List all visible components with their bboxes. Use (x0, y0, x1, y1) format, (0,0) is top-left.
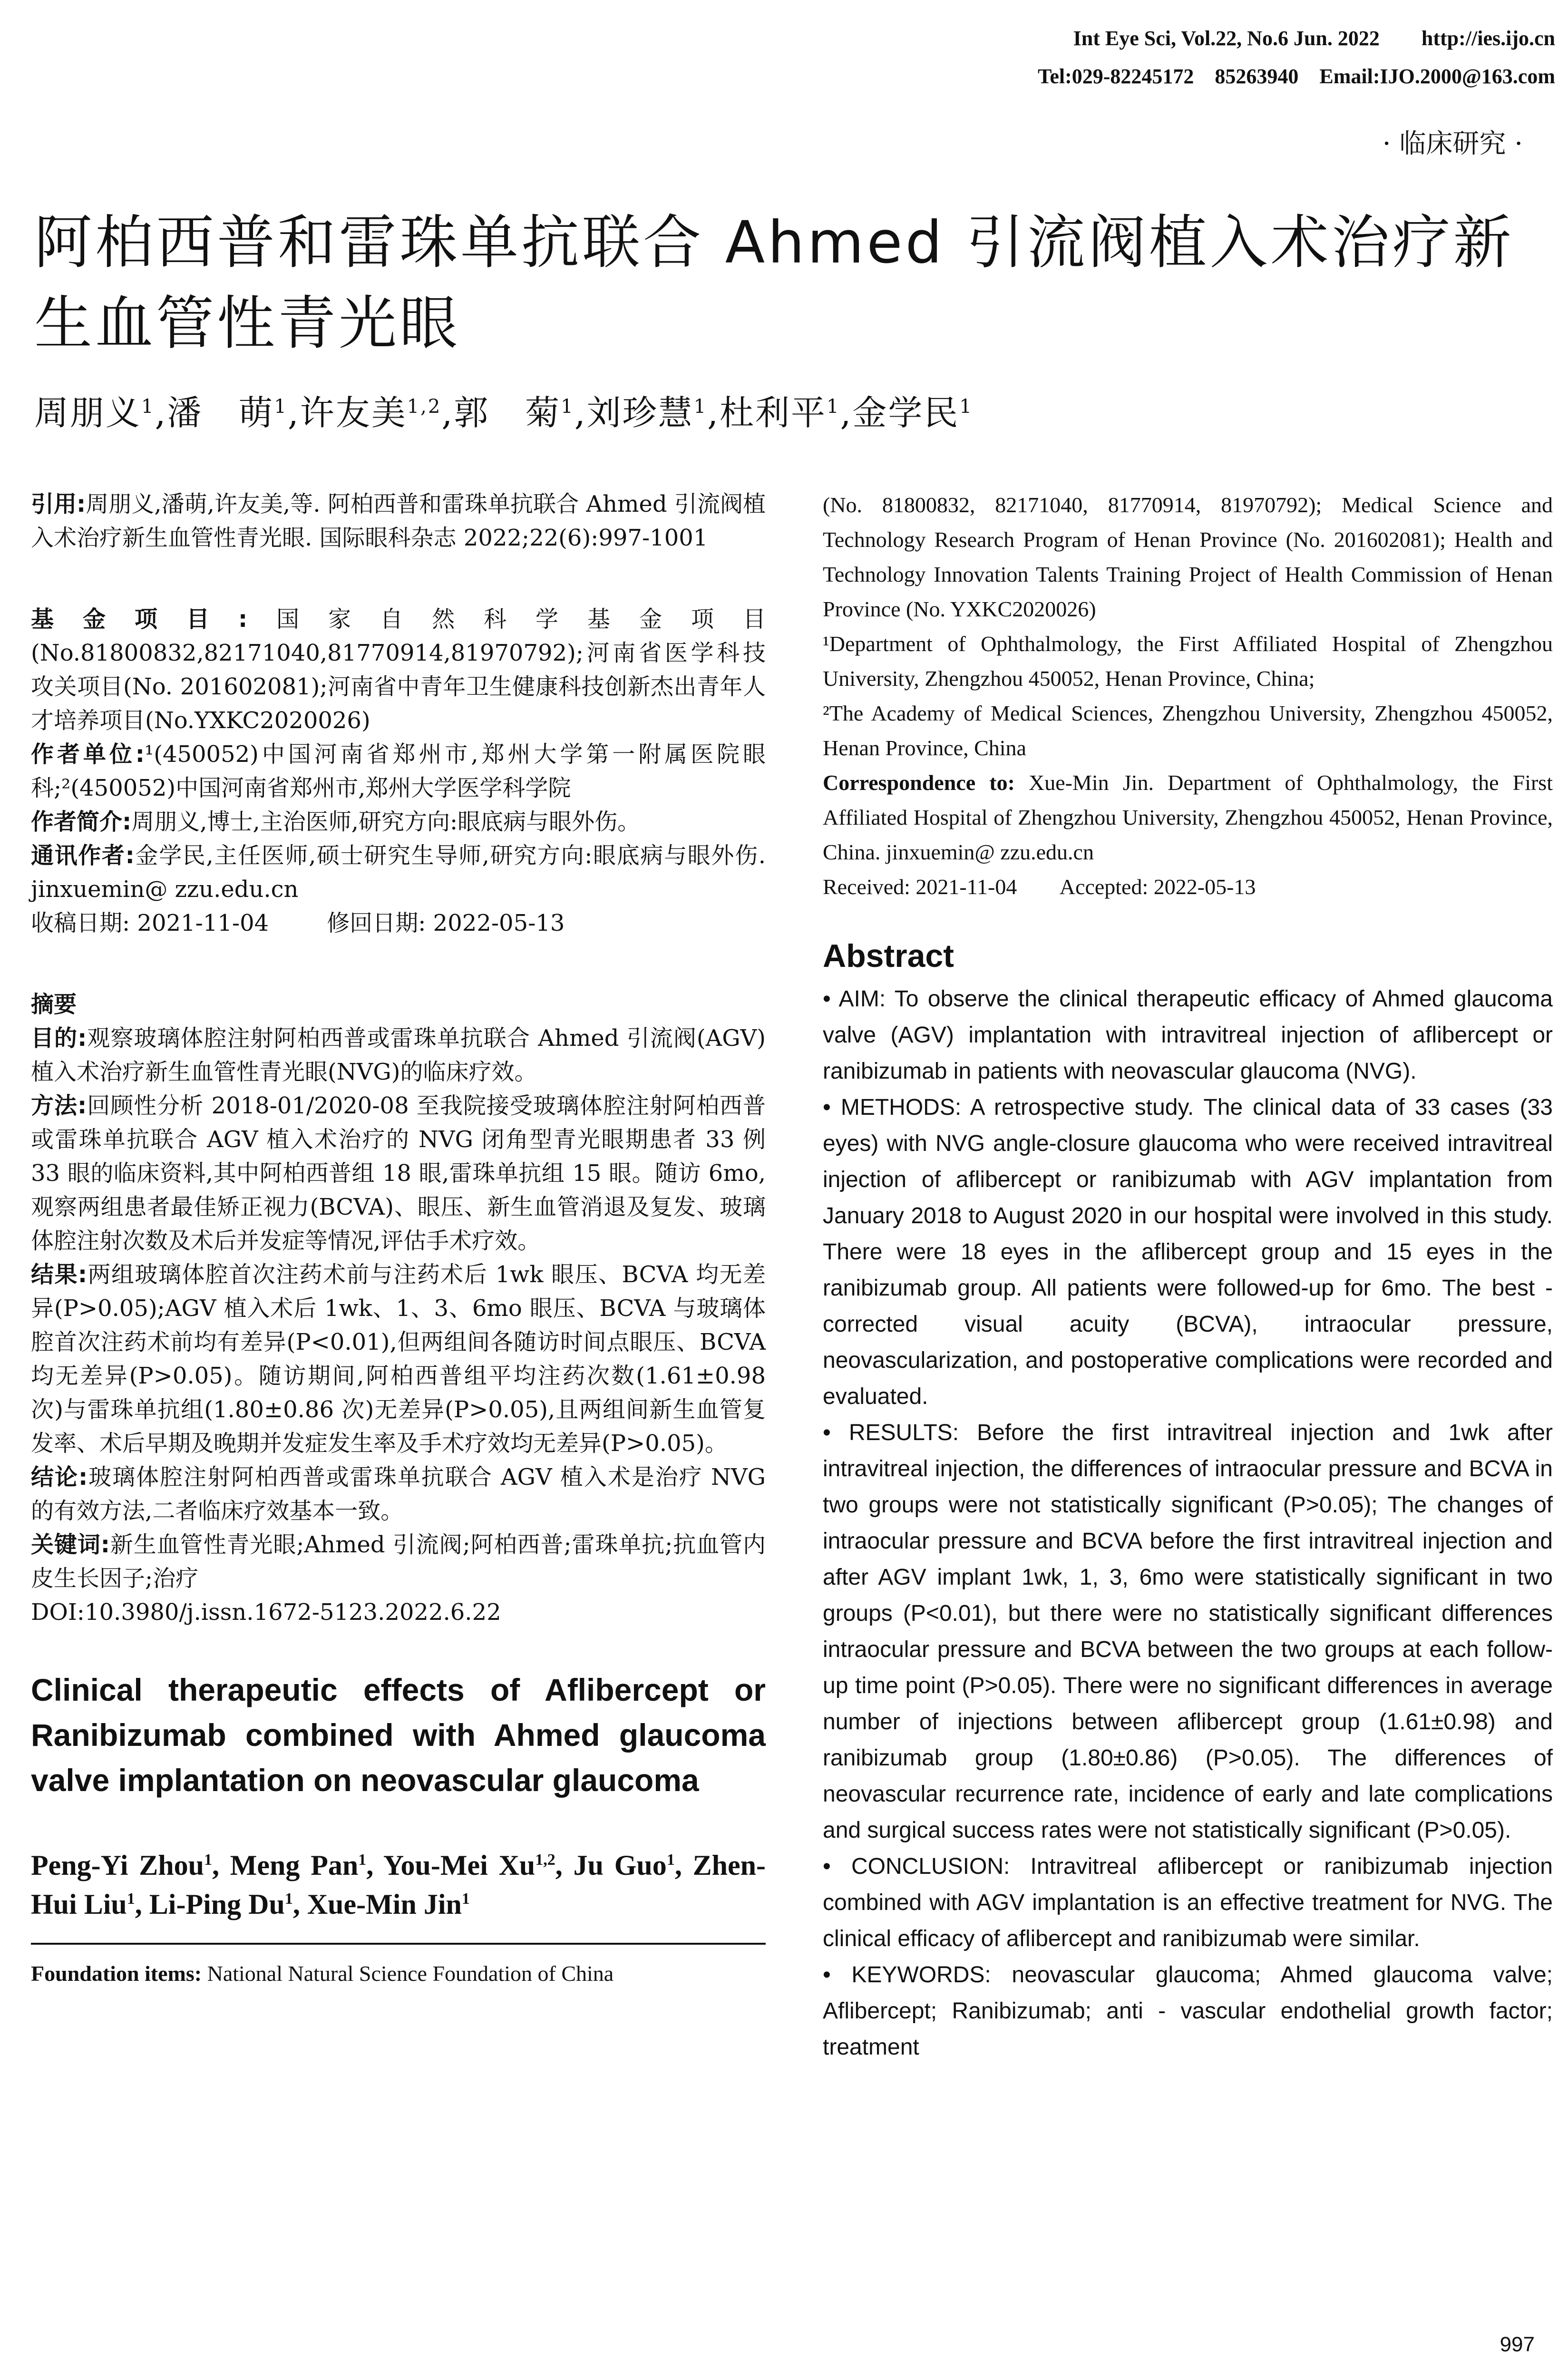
author-affiliation-mark: 1 (204, 1851, 212, 1869)
foundation-items (31, 1956, 766, 1991)
methods-zh (31, 1089, 766, 1258)
keywords-label: 关键词: (31, 1531, 110, 1558)
doi: DOI:10.3980/j.issn.1672-5123.2022.6.22 (31, 1599, 501, 1626)
page-number: 997 (1500, 2333, 1535, 2356)
corr-label: 通讯作者: (31, 842, 135, 869)
dates: 收稿日期: 2021-11-04 修回日期: 2022-05-13 (31, 910, 565, 936)
author-name: 周朋义 (34, 393, 142, 433)
foundation-label: Foundation items: (31, 1961, 202, 1986)
results-zh (31, 1258, 766, 1461)
correspondence (823, 765, 1553, 869)
author-name: Meng Pan (230, 1850, 359, 1881)
spacer (823, 904, 1553, 937)
fund-text: 国家自然科学基金项目(No.81800832,82171040,81770914,81970792);河南省医学科技攻关项目(No. 201602081);河南省中青年卫生健康科技创新杰出青年人才培养项目(No.YXKC2020026) (31, 606, 766, 734)
author-name: 潘 萌 (167, 393, 274, 433)
contact-header-line: Tel:029-82245172 85263940 Email:IJO.2000@163.com (1038, 65, 1555, 88)
page-title: 阿柏西普和雷珠单抗联合 Ahmed 引流阀植入术治疗新生血管性青光眼 (34, 209, 1514, 357)
bio-text: 周朋义,博士,主治医师,研究方向:眼底病与眼外伤。 (131, 809, 641, 835)
abstract-results: • RESULTS: Before the first intravitreal injection and 1wk after intravitreal injection, the differences of intraocular pressure and BCVA in two groups were not statistically significant (P>0.05); The changes of intraocular pressure and BCVA before the first intravitreal injection and after AGV implant 1wk, 1, 3, 6mo were statistically significant in two groups (P<0.01), but there were no statistically significant differences intraocular pressure and BCVA between the two groups at each follow-up time point (P>0.05). There were no significant differences in average number of injections between aflibercept group (1.61±0.98) and ranibizumab group (1.80±0.86) (P>0.05). The differences of neovascular recurrence rate, incidence of early and late complications and surgical success rates were not statistically significant (P>0.05). (823, 1420, 1553, 1843)
author-name: Li-Ping Du (149, 1889, 285, 1920)
methods-label: 方法: (31, 1092, 87, 1119)
section-label: · 临床研究 · (1382, 128, 1523, 159)
author-affiliation-mark: 1 (141, 396, 155, 418)
unit-text: ¹(450052)中国河南省郑州市,郑州大学第一附属医院眼科;²(450052)中国河南省郑州市,郑州大学医学科学院 (31, 741, 766, 801)
journal-header-line: Int Eye Sci, Vol.22, No.6 Jun. 2022 http://ies.ijo.cn (1073, 27, 1555, 50)
author-name: You-Mei Xu (383, 1850, 536, 1881)
author-name: 杜利平 (719, 393, 827, 433)
author-affiliation-mark: 1 (693, 396, 708, 418)
corr-text: 金学民,主任医师,硕士研究生导师,研究方向:眼底病与眼外伤. jinxuemin@ zzu.edu.cn (31, 842, 766, 903)
abstract-keywords: • KEYWORDS: neovascular glaucoma; Ahmed glaucoma valve; Aflibercept; Ranibizumab; anti - vascular endothelial growth factor; treatment (823, 1962, 1553, 2060)
foundation-continued: (No. 81800832, 82171040, 81770914, 81970792); Medical Science and Technology Research Program of Henan Province (No. 201602081); Health and Technology Innovation Talents Training Project of Health Commission of Henan Province (No. YXKC2020026) (823, 493, 1553, 621)
english-title: Clinical therapeutic effects of Aflibercept or Ranibizumab combined with Ahmed glaucoma valve implantation on neovascular glaucoma (31, 1672, 766, 1798)
affiliation-1: ¹Department of Ophthalmology, the First Affiliated Hospital of Zhengzhou University, Zhengzhou 450052, Henan Province, China; (823, 632, 1553, 691)
affiliation-2: ²The Academy of Medical Sciences, Zhengzhou University, Zhengzhou 450052, Henan Province, China (823, 701, 1553, 760)
conclusion-text: 玻璃体腔注射阿柏西普或雷珠单抗联合 AGV 植入术是治疗 NVG 的有效方法,二者临床疗效基本一致。 (31, 1464, 766, 1524)
author-affiliation-mark: 1 (666, 1851, 675, 1869)
author-name: Peng-Yi Zhou (31, 1850, 204, 1881)
aim-label: 目的: (31, 1025, 87, 1052)
english-author-list: Peng-Yi Zhou$^1$, Meng Pan$^1$, You-Mei Xu$^{1,2}$, Ju Guo$^1$, Zhen-Hui Liu$^1$, Li-Ping Du$^1$, Xue-Min Jin$^1$ (31, 1850, 766, 1920)
author-affiliation-mark: 1 (959, 396, 973, 418)
spacer (31, 940, 766, 988)
author-affiliation-mark: 1 (274, 396, 288, 418)
author-name: 许友美 (300, 393, 407, 433)
results-label: 结果: (31, 1261, 88, 1288)
bio-label: 作者简介: (31, 809, 132, 835)
abstract-aim: • AIM: To observe the clinical therapeutic efficacy of Ahmed glaucoma valve (AGV) implantation with intravitreal injection of aflibercept or ranibizumab in patients with neovascular glaucoma (NVG). (823, 986, 1553, 1084)
author-affiliation-mark: 1 (461, 1890, 470, 1908)
author-name: Ju Guo (573, 1850, 667, 1881)
author-unit (31, 738, 766, 805)
spacer (31, 1629, 766, 1667)
abstract-conclusion: • CONCLUSION: Intravitreal aflibercept or ranibizumab injection combined with AGV implantation is an effective treatment for NVG. The clinical efficacy of aflibercept and ranibizumab were similar. (823, 1854, 1553, 1951)
citation (31, 487, 766, 555)
methods-text: 回顾性分析 2018-01/2020-08 至我院接受玻璃体腔注射阿柏西普或雷珠单抗联合 AGV 植入术治疗的 NVG 闭角型青光眼期患者 33 例 33 眼的临床资料,其中阿柏西普组 18 眼,雷珠单抗组 15 眼。随访 6mo,观察两组患者最佳矫正视力(BCVA)、眼压、新生血管消退及复发、玻璃体腔注射次数及术后并发症等情况,评估手术疗效。 (31, 1092, 766, 1254)
unit-label: 作者单位: (31, 741, 145, 768)
abstract-title: Abstract (823, 938, 954, 974)
right-column (823, 487, 1553, 2065)
keywords-zh (31, 1528, 766, 1596)
author-bio (31, 805, 766, 839)
author-affiliation-mark: 1 (127, 1890, 135, 1908)
author-name: 金学民 (852, 393, 960, 433)
aim-text: 观察玻璃体腔注射阿柏西普或雷珠单抗联合 Ahmed 引流阀(AGV)植入术治疗新生血管性青光眼(NVG)的临床疗效。 (31, 1025, 766, 1085)
spacer (31, 555, 766, 603)
author-affiliation-mark: 1 (284, 1890, 293, 1908)
fund-label: 基金项目: (31, 606, 248, 633)
author-name: 刘珍慧 (586, 393, 694, 433)
author-name: Xue-Min Jin (307, 1889, 462, 1920)
abstract-heading-zh: 摘要 (31, 991, 77, 1018)
conclusion-label: 结论: (31, 1464, 88, 1490)
author-name: Zhen-Hui Liu (31, 1850, 766, 1920)
author-affiliation-mark: 1 (826, 396, 840, 418)
abstract-methods: • METHODS: A retrospective study. The clinical data of 33 cases (33 eyes) with NVG angle-closure glaucoma who were received intravitreal injection of aflibercept or ranibizumab with AGV implantation from January 2018 to August 2020 in our hospital were involved in this study. There were 18 eyes in the aflibercept group and 15 eyes in the ranibizumab group. All patients were followed-up for 6mo. The best - corrected visual acuity (BCVA), intraocular pressure, neovascularization, and postoperative complications were recorded and evaluated. (823, 1095, 1553, 1409)
author-name: 郭 菊 (454, 393, 561, 433)
fund-item (31, 603, 766, 738)
author-affiliation-mark: 1 (358, 1851, 367, 1869)
corresponding-author (31, 839, 766, 906)
foundation-text: National Natural Science Foundation of China (207, 1961, 614, 1986)
received-accepted: Received: 2021-11-04 Accepted: 2022-05-13 (823, 875, 1256, 899)
results-text: 两组玻璃体腔首次注药术前与注药术后 1wk 眼压、BCVA 均无差异(P>0.05);AGV 植入术后 1wk、1、3、6mo 眼压、BCVA 与玻璃体腔首次注药术前均有差异(P<0.01),但两组间各随访时间点眼压、BCVA 均无差异(P>0.05)。随访期间,阿柏西普组平均注药次数(1.61±0.98 次)与雷珠单抗组(1.80±0.86 次)无差异(P>0.05),且两组间新生血管复发率、术后早期及晚期并发症发生率及手术疗效均无差异(P>0.05)。 (31, 1261, 766, 1457)
author-affiliation-mark: 1 (561, 396, 575, 418)
left-column (31, 487, 766, 1991)
author-list: 周朋义$^1$,潘 萌$^1$,许友美$^{1,2}$,郭 菊$^1$,刘珍慧$^1$,杜利平$^1$,金学民$^1$ (34, 393, 973, 433)
author-affiliation-mark: 1,2 (535, 1851, 555, 1869)
aim-zh (31, 1022, 766, 1089)
citation-text: 周朋义,潘萌,许友美,等. 阿柏西普和雷珠单抗联合 Ahmed 引流阀植入术治疗新生血管性青光眼. 国际眼科杂志 2022;22(6):997-1001 (31, 491, 766, 551)
divider (31, 1943, 766, 1945)
citation-label: 引用: (31, 491, 86, 517)
correspondence-text: Xue-Min Jin. Department of Ophthalmology, the First Affiliated Hospital of Zhengzhou University, Zhengzhou 450052, Henan Province, China. jinxuemin@ zzu.edu.cn (823, 770, 1553, 864)
correspondence-label: Correspondence to: (823, 770, 1015, 795)
author-affiliation-mark: 1,2 (407, 396, 442, 418)
conclusion-zh (31, 1461, 766, 1528)
keywords-text: 新生血管性青光眼;Ahmed 引流阀;阿柏西普;雷珠单抗;抗血管内皮生长因子;治疗 (31, 1531, 766, 1592)
